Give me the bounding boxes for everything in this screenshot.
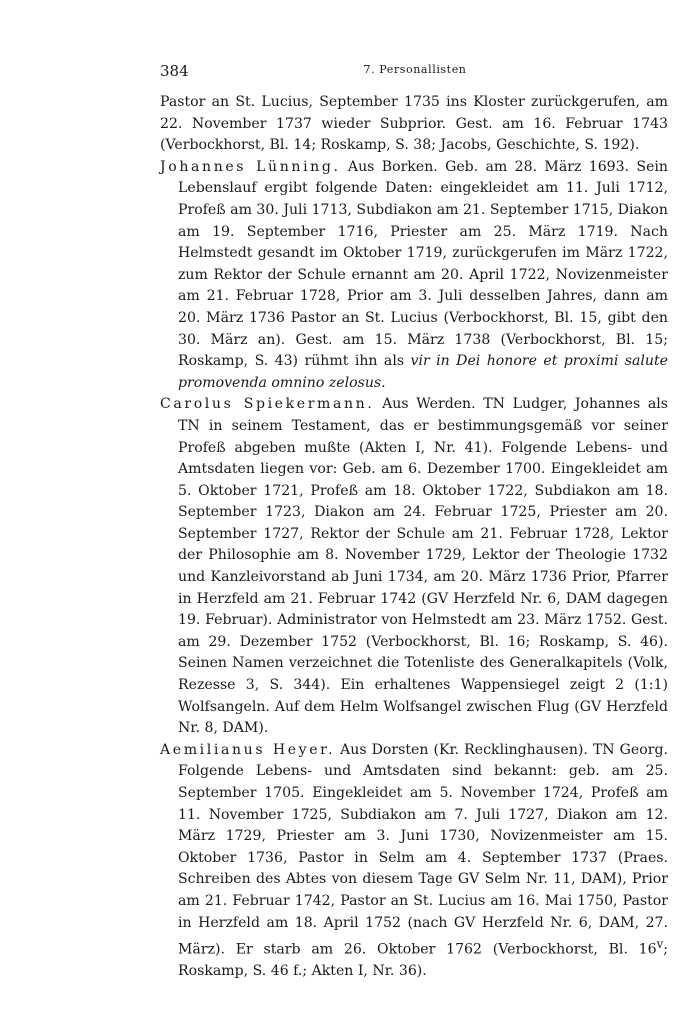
entry-spiekermann <box>160 394 668 740</box>
body-text <box>160 92 668 983</box>
running-head <box>160 62 670 84</box>
latin-quote: vir in Dei honore et proximi salute promovenda omnino zelosus <box>178 353 669 391</box>
entry-end: ; Roskamp, S. 46 f.; Akten I, Nr. 36). <box>178 941 668 980</box>
entry-end: . <box>381 374 386 391</box>
entry-name: Carolus Spiekermann. <box>160 396 375 413</box>
entry-heyer <box>160 740 668 983</box>
superscript-verso: v <box>656 937 664 952</box>
section-title: 7. Personallisten <box>363 63 467 76</box>
entry-luenning <box>160 157 668 395</box>
entry-name: Aemilianus Heyer. <box>160 741 336 758</box>
entry-text: Aus Borken. Geb. am 28. März 1693. Sein Lebenslauf ergibt folgende Daten: eingekleidet am 11. Juli 1712, Profeß am 30. Juli 1713, Subdiakon am 21. September 1715, Diakon am 19. September 1716, Priester am 25. März 1719. Nach Helmstedt gesandt im Oktober 1719, zurückgerufen im März 1722, zum Rektor der Schule ernannt am 20. April 1722, Novizenmeister am 21. Februar 1728, Prior am 3. Juli desselben Jahres, dann am 20. März 1736 Pastor an St. Lucius (Verbockhorst, Bl. 15, gibt den 30. März an). Gest. am 15. März 1738 (Verbockhorst, Bl. 15; Roskamp, S. 43) rühmt ihn als <box>178 158 668 370</box>
entry-text: Aus Dorsten (Kr. Recklinghausen). TN Georg. Folgende Lebens- und Amtsdaten sind bekannt: geb. am 25. September 1705. Eingekleidet am 5. November 1724, Profeß am 11. November 1725, Subdiakon am 7. Juli 1727, Diakon am 12. März 1729, Priester am 3. Juni 1730, Novizenmeister am 15. Oktober 1736, Pastor in Selm am 4. September 1737 (Praes. Schreiben des Abtes von diesem Tage GV Selm Nr. 11, DAM), Prior am 21. Februar 1742, Pastor an St. Lucius am 16. Mai 1750, Pastor in Herzfeld am 18. April 1752 (nach GV Herzfeld Nr. 6, DAM, 27. März). Er starb am 26. Oktober 1762 (Verbockhorst, Bl. 16 <box>178 741 668 958</box>
continuation-paragraph: Pastor an St. Lucius, September 1735 ins Kloster zurückgerufen, am 22. November 1737 wieder Subprior. Gest. am 16. Februar 1743 (Verbockhorst, Bl. 14; Roskamp, S. 38; Jacobs, Geschichte, S. 192). <box>160 94 668 154</box>
entry-name: Johannes Lünning. <box>160 158 341 175</box>
page-number: 384 <box>160 62 189 80</box>
entry-text: Aus Werden. TN Ludger, Johannes als TN in seinem Testament, das er bestimmungsgemäß vor seiner Profeß abgeben mußte (Akten I, Nr. 41). Folgende Lebens- und Amtsdaten liegen vor: Geb. am 6. Dezember 1700. Eingekleidet am 5. Oktober 1721, Profeß am 18. Oktober 1722, Subdiakon am 18. September 1723, Diakon am 24. Februar 1725, Priester am 20. September 1727, Rektor der Schule am 21. Februar 1728, Lektor der Philosophie am 8. November 1729, Lektor der Theologie 1732 und Kanzleivorstand ab Juni 1734, am 20. März 1736 Prior, Pfarrer in Herzfeld am 21. Februar 1742 (GV Herzfeld Nr. 6, DAM dagegen 19. Februar). Administrator von Helmstedt am 23. März 1752. Gest. am 29. Dezember 1752 (Verbockhorst, Bl. 16; Roskamp, S. 46). Seinen Namen verzeichnet die Totenliste des Generalkapitels (Volk, Rezesse 3, S. 344). Ein erhaltenes Wappensiegel zeigt 2 (1:1) Wolfsangeln. Auf dem Helm Wolfsangel zwischen Flug (GV Herzfeld Nr. 8, DAM). <box>178 396 668 737</box>
